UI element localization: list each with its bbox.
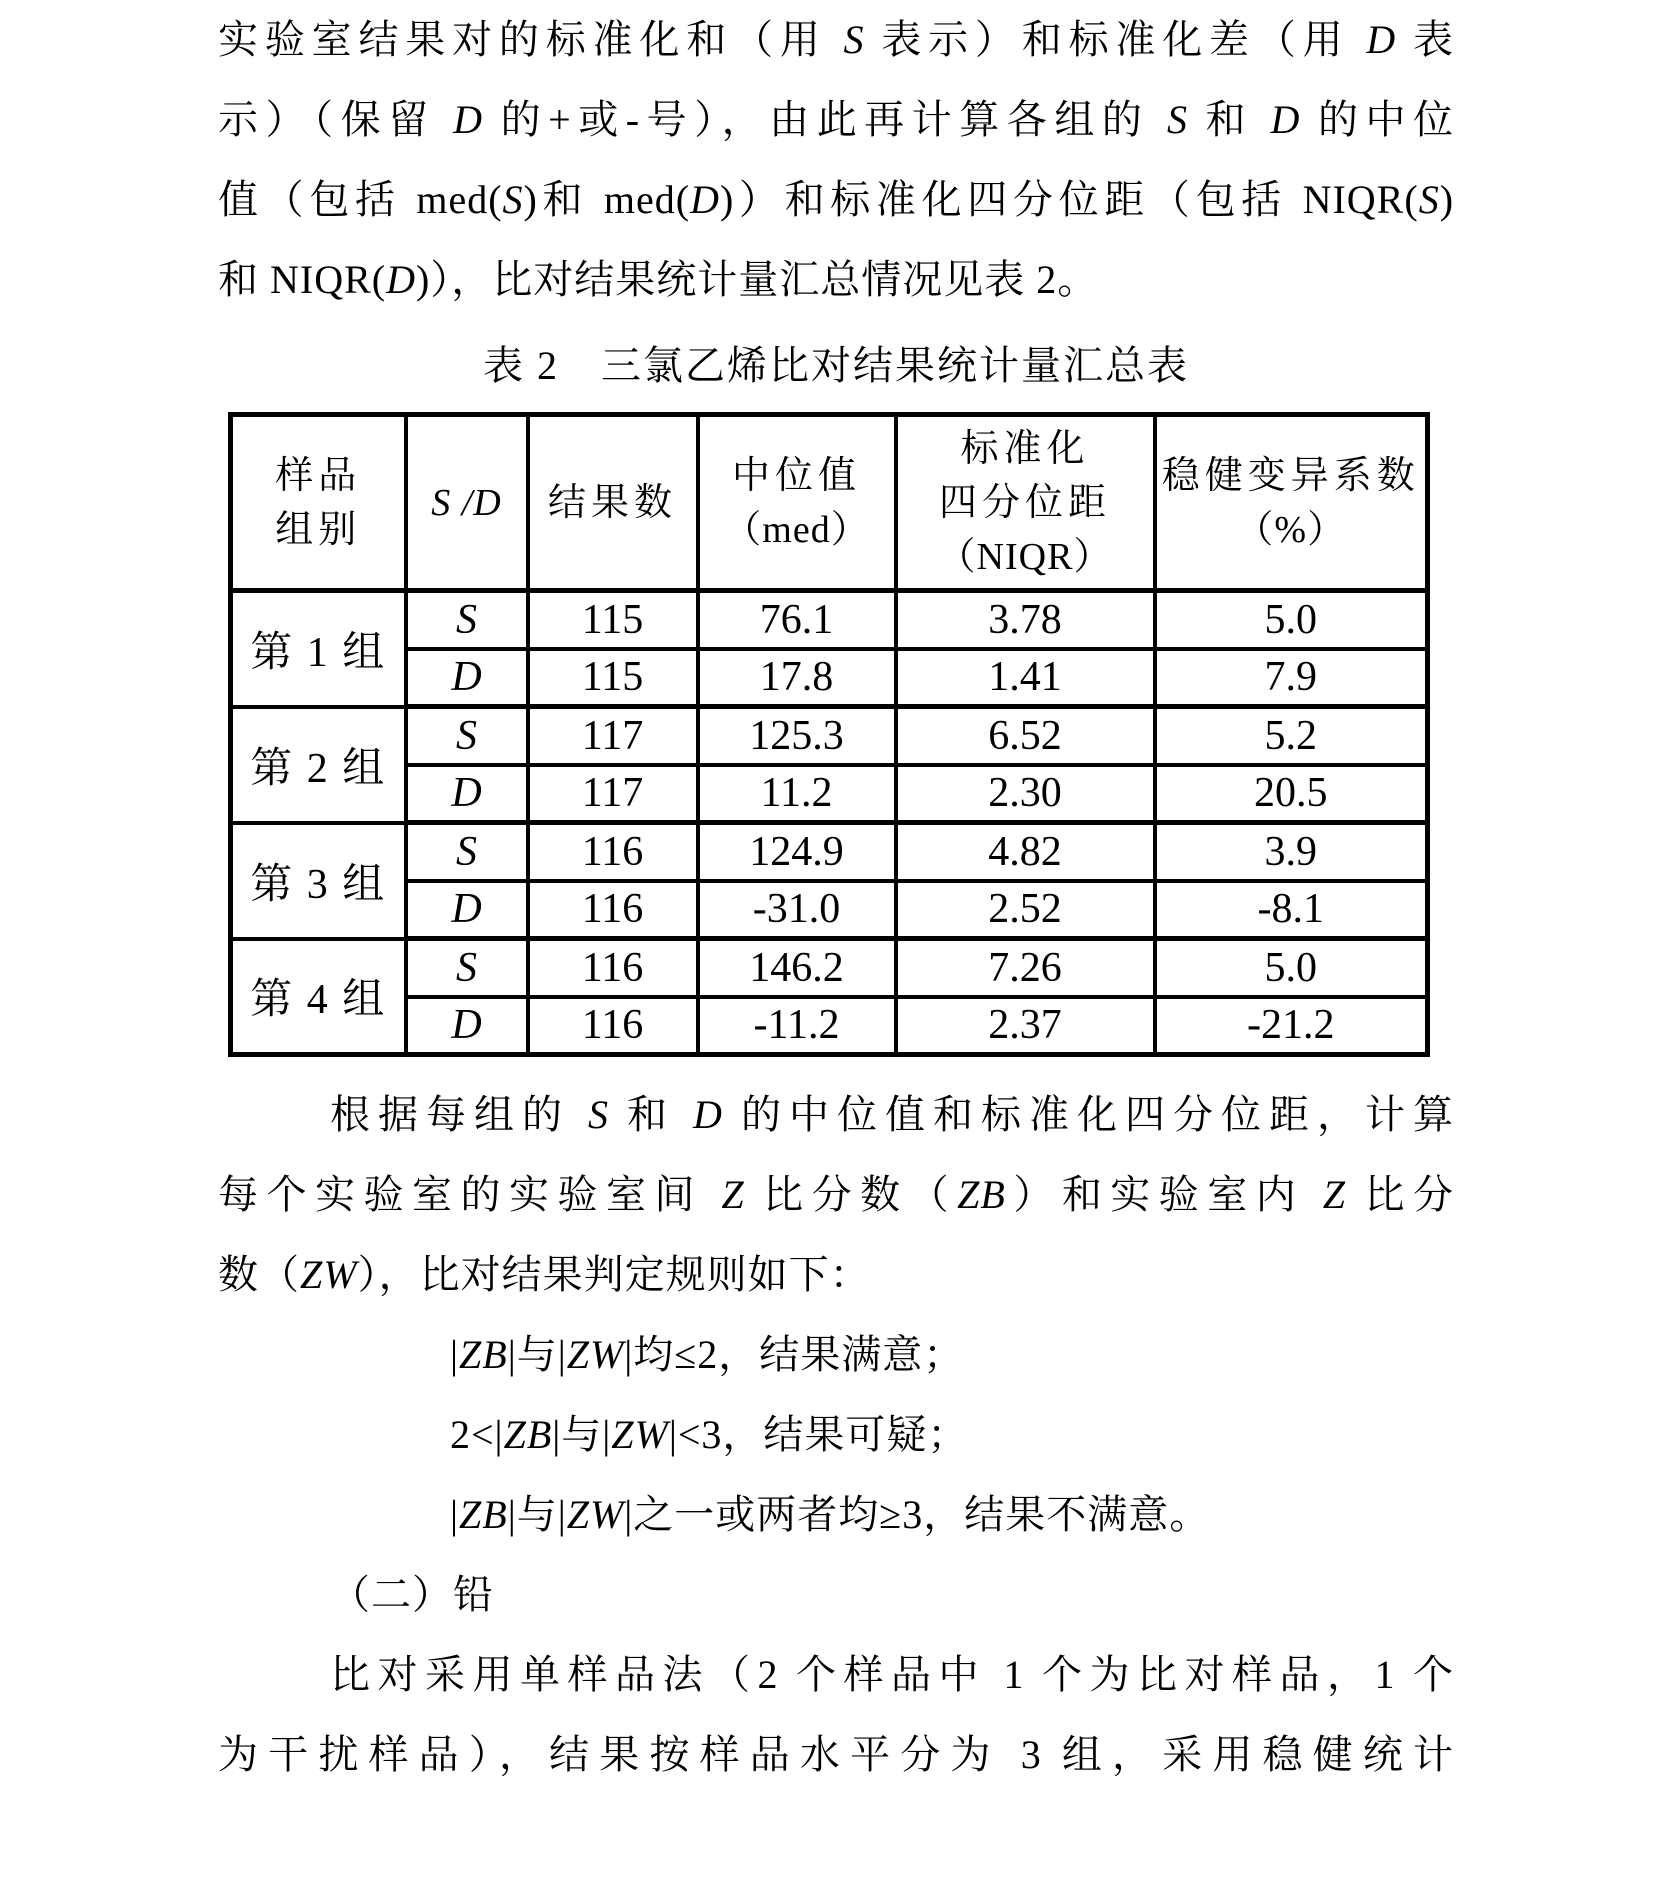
median-cell: -31.0 [698,881,896,939]
header-sd [406,415,528,591]
group-label-cell: 第 3 组 [231,823,406,939]
cv-cell: 3.9 [1155,823,1428,881]
header-line: 稳健变异系数 [1161,454,1420,497]
table-caption: 表 2 三氯乙烯比对结果统计量汇总表 [483,343,1189,388]
cv-cell: 5.0 [1155,939,1428,997]
sd-cell: D [406,881,528,939]
header-sample-group [231,415,406,591]
header-median [698,415,896,591]
cv-cell: -21.2 [1155,997,1428,1055]
niqr-cell: 2.52 [896,881,1155,939]
sd-cell: D [406,997,528,1055]
paragraph-line: 为干扰样品），结果按样品水平分为 3 组，采用稳健统计 [218,1732,1454,1777]
rule-line: |ZB|与|ZW|均≤2，结果满意； [450,1332,965,1377]
rule-line: |ZB|与|ZW|之一或两者均≥3，结果不满意。 [450,1492,1211,1537]
header-line: 中位值 [731,454,861,497]
paragraph-line: 和 NIQR(D)），比对结果统计量汇总情况见表 2。 [218,257,1099,302]
header-line: （%） [1235,508,1347,551]
median-cell: 17.8 [698,649,896,707]
spacer [218,1057,1454,1075]
paragraph-line: 值（包括 med(S)和 med(D)）和标准化四分位距（包括 NIQR(S) [218,177,1455,222]
header-result-count [528,415,698,591]
header-line: S /D [431,481,502,524]
paragraph-line: 根据每组的 S 和 D 的中位值和标准化四分位距，计算 [330,1092,1455,1137]
sd-cell: S [406,707,528,765]
count-cell: 116 [528,881,698,939]
cv-cell: -8.1 [1155,881,1428,939]
median-cell: 125.3 [698,707,896,765]
cv-cell: 7.9 [1155,649,1428,707]
group-label-cell: 第 2 组 [231,707,406,823]
niqr-cell: 7.26 [896,939,1155,997]
median-cell: 11.2 [698,765,896,823]
header-niqr [896,415,1155,591]
paragraph-line: 数（ZW），比对结果判定规则如下： [218,1252,871,1297]
niqr-cell: 2.30 [896,765,1155,823]
section-heading: （二）铅 [330,1572,494,1617]
median-cell: -11.2 [698,997,896,1055]
paragraph-line: 实验室结果对的标准化和（用 S 表示）和标准化差（用 D 表 [218,17,1455,62]
count-cell: 116 [528,939,698,997]
header-line: 四分位距 [938,481,1111,524]
median-cell: 76.1 [698,591,896,649]
page-content [218,0,1454,1795]
niqr-cell: 6.52 [896,707,1155,765]
count-cell: 115 [528,649,698,707]
sd-cell: S [406,591,528,649]
count-cell: 117 [528,765,698,823]
paragraph-line: 比对采用单样品法（2 个样品中 1 个为比对样品，1 个 [330,1652,1454,1697]
header-line: 样品 [275,454,362,497]
count-cell: 116 [528,997,698,1055]
count-cell: 115 [528,591,698,649]
median-cell: 124.9 [698,823,896,881]
header-line: （NIQR） [937,535,1113,578]
group-label-cell: 第 1 组 [231,591,406,707]
niqr-cell: 3.78 [896,591,1155,649]
header-line: （med） [723,508,870,551]
sd-cell: S [406,939,528,997]
median-cell: 146.2 [698,939,896,997]
table-row [231,591,1428,649]
niqr-cell: 2.37 [896,997,1155,1055]
group-label-cell: 第 4 组 [231,939,406,1055]
cv-cell: 5.2 [1155,707,1428,765]
rule-line: 2<|ZB|与|ZW|<3，结果可疑； [450,1412,969,1457]
niqr-cell: 4.82 [896,823,1155,881]
paragraph-line: 示）（保留 D 的+或-号），由此再计算各组的 S 和 D 的中位 [218,97,1455,142]
table-row [231,881,1428,939]
sd-cell: D [406,765,528,823]
table-header-row [231,415,1428,591]
count-cell: 116 [528,823,698,881]
header-robust-cv [1155,415,1428,591]
table-row [231,707,1428,765]
table-row [231,997,1428,1055]
sd-cell: S [406,823,528,881]
cv-cell: 20.5 [1155,765,1428,823]
table-row [231,765,1428,823]
niqr-cell: 1.41 [896,649,1155,707]
table-row [231,939,1428,997]
count-cell: 117 [528,707,698,765]
header-line: 标准化 [960,427,1090,470]
cv-cell: 5.0 [1155,591,1428,649]
header-line: 结果数 [547,481,677,524]
sd-cell: D [406,649,528,707]
paragraph-line: 每个实验室的实验室间 Z 比分数（ZB）和实验室内 Z 比分 [218,1172,1455,1217]
header-line: 组别 [275,508,362,551]
table-row [231,649,1428,707]
table-row [231,823,1428,881]
comparison-stats-table [228,412,1430,1057]
